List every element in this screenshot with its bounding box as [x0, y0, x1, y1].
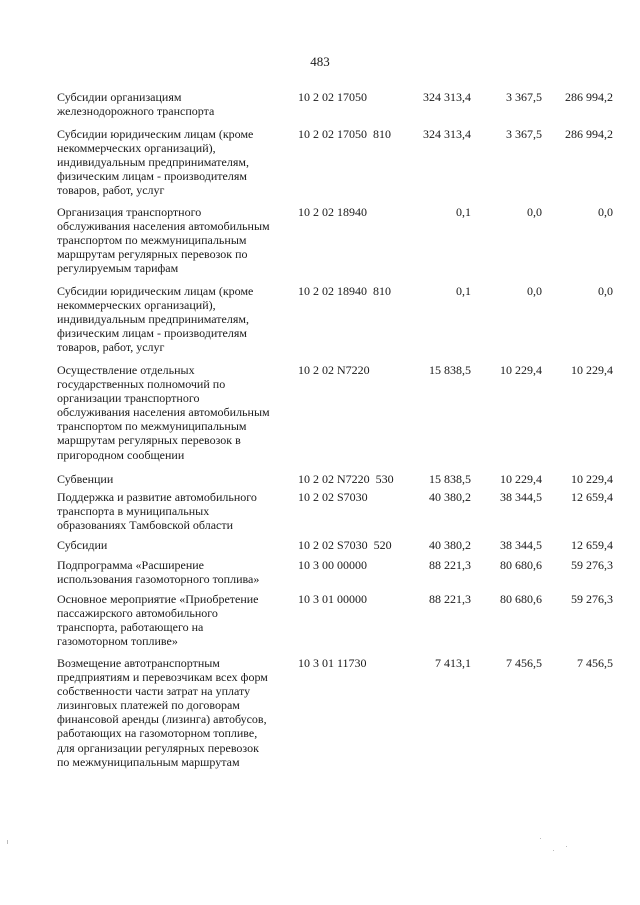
amount-year-2: 3 367,5: [506, 90, 542, 104]
amount-year-1: 324 313,4: [423, 127, 471, 141]
budget-code: 10 2 02 N7220: [298, 363, 370, 377]
amount-year-2: 38 344,5: [500, 538, 542, 552]
amount-year-2: 0,0: [527, 205, 542, 219]
amount-year-1: 324 313,4: [423, 90, 471, 104]
amount-year-3: 286 994,2: [565, 90, 613, 104]
amount-year-2: 7 456,5: [506, 656, 542, 670]
scan-speck: [553, 850, 554, 851]
budget-code: 10 2 02 S7030: [298, 490, 368, 504]
amount-year-1: 0,1: [456, 284, 471, 298]
item-name: Субсидии организациям железнодорожного транспорта: [57, 90, 215, 119]
budget-code: 10 2 02 17050: [298, 90, 367, 104]
budget-code: 10 2 02 S7030 520: [298, 538, 392, 552]
item-name: Осуществление отдельных государственных полномочий по организации транспортного обслуживания населения автомобильным транспортом по межмуниципальным маршрутам регулярных перевозок в пригородном сообщении: [57, 363, 270, 462]
amount-year-3: 0,0: [598, 284, 613, 298]
amount-year-3: 10 229,4: [571, 472, 613, 486]
amount-year-3: 59 276,3: [571, 592, 613, 606]
item-name: Организация транспортного обслуживания населения автомобильным транспортом по межмуниципальным маршрутам регулярных перевозок по регулируемым тарифам: [57, 205, 270, 276]
item-name: Возмещение автотранспортным предприятиям и перевозчикам всех форм собственности части затрат на уплату лизинговых платежей по договорам финансовой аренды (лизинга) автобусов, работающих на газомоторном топливе, для организации регулярных перевозок по межмуниципальным маршрутам: [57, 656, 268, 769]
amount-year-2: 80 680,6: [500, 592, 542, 606]
amount-year-2: 10 229,4: [500, 363, 542, 377]
scan-speck: [7, 840, 8, 844]
item-name: Субсидии: [57, 538, 108, 552]
item-name: Субсидии юридическим лицам (кроме некоммерческих организаций), индивидуальным предпринимателям, физическим лицам - производителям товаров, работ, услуг: [57, 284, 254, 355]
amount-year-1: 7 413,1: [435, 656, 471, 670]
amount-year-3: 59 276,3: [571, 558, 613, 572]
item-name: Субсидии юридическим лицам (кроме некоммерческих организаций), индивидуальным предпринимателям, физическим лицам - производителям товаров, работ, услуг: [57, 127, 254, 198]
amount-year-2: 3 367,5: [506, 127, 542, 141]
item-name: Поддержка и развитие автомобильного транспорта в муниципальных образованиях Тамбовской области: [57, 490, 257, 533]
budget-code: 10 3 01 11730: [298, 656, 367, 670]
budget-code: 10 2 02 N7220 530: [298, 472, 394, 486]
amount-year-1: 15 838,5: [429, 472, 471, 486]
amount-year-1: 40 380,2: [429, 490, 471, 504]
amount-year-3: 286 994,2: [565, 127, 613, 141]
amount-year-2: 10 229,4: [500, 472, 542, 486]
budget-code: 10 3 00 00000: [298, 558, 367, 572]
item-name: Подпрограмма «Расширение использования газомоторного топлива»: [57, 558, 260, 587]
scan-speck: [566, 846, 567, 847]
budget-code: 10 3 01 00000: [298, 592, 367, 606]
scan-speck: [540, 838, 541, 839]
amount-year-3: 7 456,5: [577, 656, 613, 670]
amount-year-1: 0,1: [456, 205, 471, 219]
amount-year-3: 10 229,4: [571, 363, 613, 377]
amount-year-2: 80 680,6: [500, 558, 542, 572]
amount-year-1: 15 838,5: [429, 363, 471, 377]
amount-year-3: 0,0: [598, 205, 613, 219]
amount-year-2: 0,0: [527, 284, 542, 298]
amount-year-3: 12 659,4: [571, 490, 613, 504]
budget-code: 10 2 02 18940: [298, 205, 367, 219]
budget-code: 10 2 02 17050 810: [298, 127, 391, 141]
amount-year-2: 38 344,5: [500, 490, 542, 504]
amount-year-1: 40 380,2: [429, 538, 471, 552]
page-number: 483: [310, 54, 330, 69]
amount-year-1: 88 221,3: [429, 558, 471, 572]
amount-year-1: 88 221,3: [429, 592, 471, 606]
budget-code: 10 2 02 18940 810: [298, 284, 391, 298]
item-name: Основное мероприятие «Приобретение пассажирского автомобильного транспорта, работающего на газомоторном топливе»: [57, 592, 259, 649]
item-name: Субвенции: [57, 472, 114, 486]
amount-year-3: 12 659,4: [571, 538, 613, 552]
